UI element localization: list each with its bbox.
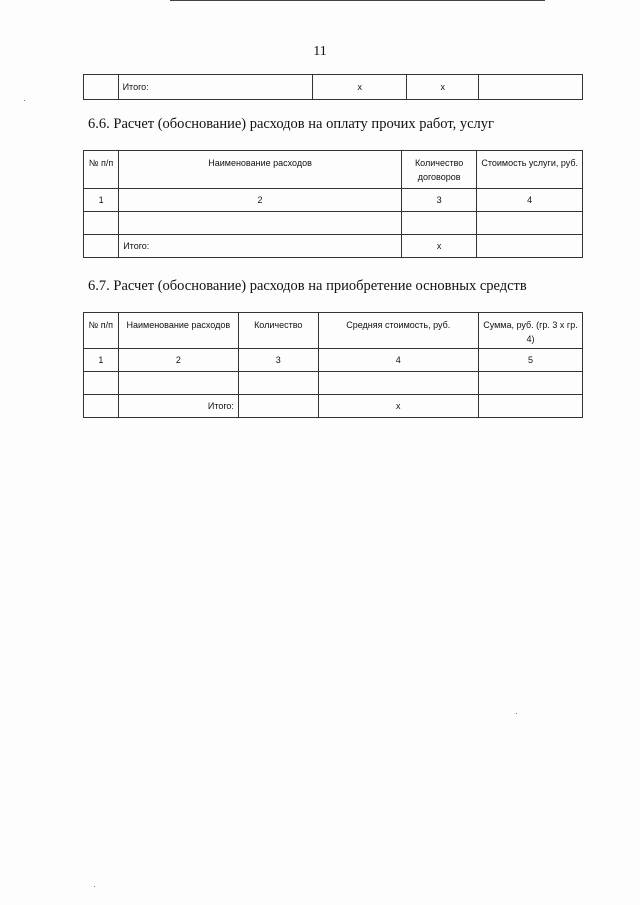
table-cell bbox=[119, 212, 402, 235]
table-cell bbox=[238, 395, 318, 418]
table-cell bbox=[478, 372, 582, 395]
table-fixed-assets bbox=[83, 312, 583, 418]
col-number: 1 bbox=[84, 189, 119, 212]
table-cell bbox=[238, 372, 318, 395]
scan-speck bbox=[516, 713, 517, 714]
table-cell bbox=[84, 372, 119, 395]
header-average-cost: Средняя стоимость, руб. bbox=[318, 313, 478, 349]
cell-x: x bbox=[401, 235, 476, 258]
col-number: 2 bbox=[119, 189, 402, 212]
col-number: 3 bbox=[238, 349, 318, 372]
table-other-services bbox=[83, 150, 583, 258]
header-expense-name: Наименование расходов bbox=[119, 151, 402, 189]
header-num: № п/п bbox=[84, 313, 119, 349]
scan-speck bbox=[24, 100, 25, 101]
header-num: № п/п bbox=[84, 151, 119, 189]
table-cell bbox=[477, 235, 583, 258]
table-cell bbox=[318, 372, 478, 395]
header-expense-name: Наименование расходов bbox=[118, 313, 238, 349]
col-number: 3 bbox=[401, 189, 476, 212]
top-scan-line bbox=[170, 0, 545, 1]
table-cell bbox=[84, 395, 119, 418]
header-sum: Сумма, руб. (гр. 3 x гр. 4) bbox=[478, 313, 582, 349]
table-cell bbox=[118, 372, 238, 395]
table-cell bbox=[84, 212, 119, 235]
total-label: Итого: bbox=[118, 75, 313, 100]
total-label: Итого: bbox=[118, 395, 238, 418]
cell-x: x bbox=[407, 75, 479, 100]
scan-speck bbox=[94, 886, 95, 887]
header-contract-count: Количество договоров bbox=[401, 151, 476, 189]
cell-x: x bbox=[313, 75, 407, 100]
section-title-6-6: 6.6. Расчет (обоснование) расходов на оплату прочих работ, услуг bbox=[88, 116, 494, 132]
header-quantity: Количество bbox=[238, 313, 318, 349]
table-cell bbox=[477, 212, 583, 235]
page-number: 11 bbox=[313, 44, 327, 59]
table-cell bbox=[84, 235, 119, 258]
cell-empty bbox=[84, 75, 119, 100]
header-service-cost: Стоимость услуги, руб. bbox=[477, 151, 583, 189]
col-number: 4 bbox=[318, 349, 478, 372]
table-cell bbox=[478, 395, 582, 418]
total-label: Итого: bbox=[119, 235, 402, 258]
previous-table-total bbox=[83, 74, 583, 100]
col-number: 1 bbox=[84, 349, 119, 372]
col-number: 5 bbox=[478, 349, 582, 372]
cell-empty bbox=[479, 75, 583, 100]
col-number: 4 bbox=[477, 189, 583, 212]
section-title-6-7: 6.7. Расчет (обоснование) расходов на приобретение основных средств bbox=[88, 278, 527, 294]
cell-x: x bbox=[318, 395, 478, 418]
col-number: 2 bbox=[118, 349, 238, 372]
table-cell bbox=[401, 212, 476, 235]
